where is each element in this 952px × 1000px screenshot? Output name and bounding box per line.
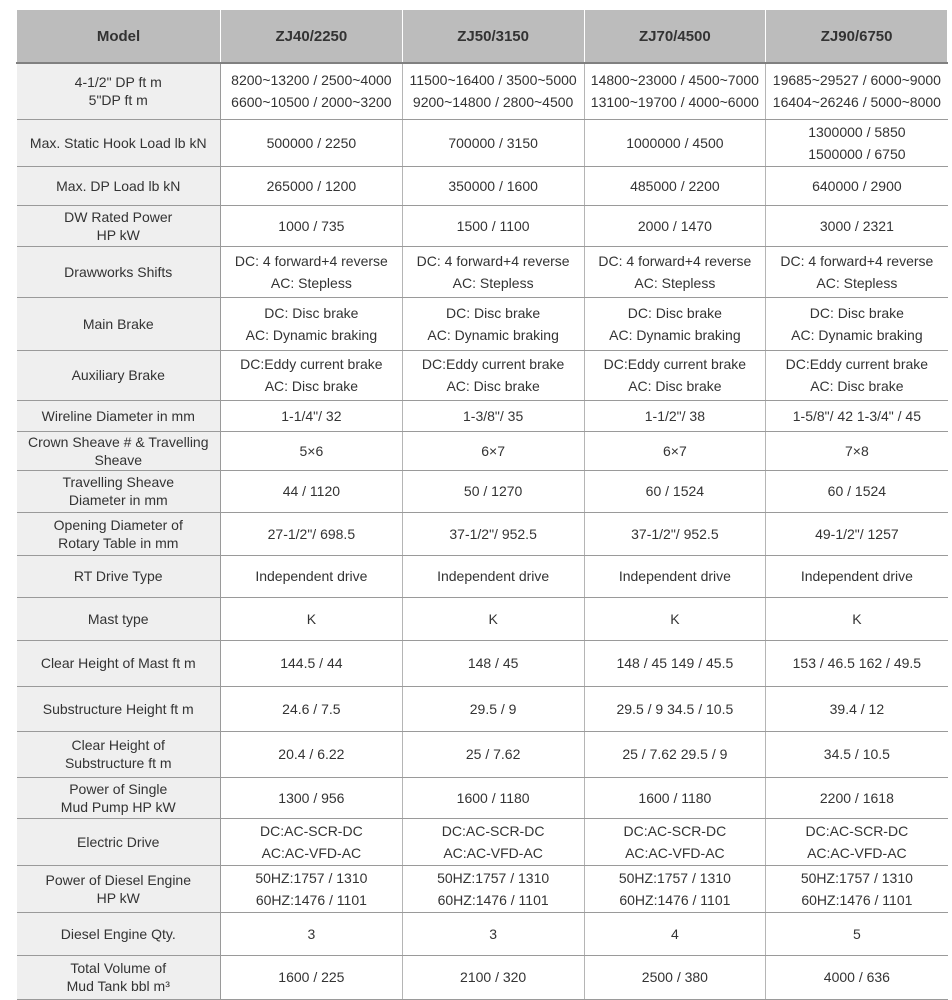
cell-mud-tank-volume-1	[221, 955, 403, 999]
cell-main-brake-2	[402, 297, 584, 350]
cell-line: 1-1/4"/ 32	[281, 407, 342, 424]
cell-line: 640000 / 2900	[812, 177, 902, 194]
cell-diesel-engine-qty-3	[584, 912, 766, 955]
cell-line: 8200~13200 / 2500~4000	[231, 72, 392, 89]
label-line: Main Brake	[82, 315, 154, 332]
cell-line: 50HZ:1757 / 1310	[618, 869, 731, 886]
cell-line: 60 / 1524	[645, 483, 705, 499]
cell-line: 39.4 / 12	[829, 700, 885, 717]
cell-line: 1-3/8"/ 35	[463, 407, 524, 424]
cell-line: 2100 / 320	[460, 969, 527, 985]
row-substructure-height	[17, 686, 948, 731]
cell-line: 60HZ:1476 / 1101	[437, 891, 549, 908]
cell-line: DC: 4 forward+4 reverse	[780, 252, 934, 269]
cell-dw-rated-power-2	[402, 205, 584, 246]
cell-dw-rated-power-1	[221, 205, 403, 246]
cell-line: K	[852, 610, 862, 627]
label-line: Auxiliary Brake	[71, 367, 165, 383]
cell-rotary-table-opening-1	[221, 512, 403, 555]
cell-rt-drive-type-4	[766, 555, 948, 597]
cell-line: Independent drive	[800, 568, 913, 584]
label-line: Clear Height of Mast ft m	[40, 655, 196, 671]
row-travelling-sheave-diameter	[17, 470, 948, 512]
label-wireline-diameter	[17, 400, 221, 431]
cell-line: AC: Stepless	[634, 274, 716, 291]
cell-line: 2000 / 1470	[637, 217, 712, 234]
cell-clear-height-mast-4	[766, 640, 948, 686]
cell-line: 5×6	[299, 442, 324, 459]
row-max-static-hook-load	[17, 119, 948, 166]
row-rotary-table-opening	[17, 512, 948, 555]
cell-travelling-sheave-diameter-3	[584, 470, 766, 512]
label-line: Clear Height of	[71, 737, 165, 753]
cell-diesel-engine-qty-1	[221, 912, 403, 955]
row-dw-rated-power	[17, 205, 948, 246]
cell-line: DC:Eddy current brake	[421, 356, 565, 372]
cell-wireline-diameter-4	[766, 400, 948, 431]
cell-line: 148 / 45	[467, 655, 519, 671]
cell-drawworks-shifts-3	[584, 246, 766, 297]
cell-line: 5	[852, 925, 861, 942]
cell-wireline-diameter-3	[584, 400, 766, 431]
cell-line: 2500 / 380	[641, 969, 708, 985]
cell-diesel-engine-power-2	[402, 865, 584, 912]
cell-line: AC:AC-VFD-AC	[807, 844, 907, 861]
cell-line: 49-1/2"/ 1257	[815, 525, 899, 542]
cell-line: 34.5 / 10.5	[823, 746, 890, 762]
row-mud-pump-power	[17, 777, 948, 818]
cell-line: DC:AC-SCR-DC	[260, 822, 363, 839]
header-row	[17, 10, 948, 63]
cell-line: 60HZ:1476 / 1101	[255, 891, 367, 908]
cell-line: 1500 / 1100	[456, 217, 530, 234]
cell-line: DC:AC-SCR-DC	[623, 822, 727, 839]
cell-dp-range-2	[402, 63, 584, 119]
label-line: Max. DP Load lb kN	[56, 177, 181, 194]
cell-rotary-table-opening-2	[402, 512, 584, 555]
cell-line: 25 / 7.62	[465, 746, 521, 762]
cell-line: 60HZ:1476 / 1101	[619, 891, 731, 908]
cell-line: 9200~14800 / 2800~4500	[412, 94, 574, 111]
cell-line: Independent drive	[437, 568, 550, 584]
row-diesel-engine-power	[17, 865, 948, 912]
cell-dp-range-1	[221, 63, 403, 119]
cell-line: 25 / 7.62 29.5 / 9	[622, 746, 728, 762]
cell-line: 350000 / 1600	[448, 177, 538, 194]
row-mud-tank-volume	[17, 955, 948, 999]
cell-crown-sheave-4	[766, 431, 948, 470]
cell-max-dp-load-3	[584, 166, 766, 205]
label-line: Opening Diameter of	[53, 516, 183, 533]
cell-auxiliary-brake-2	[402, 350, 584, 400]
cell-line: 1300000 / 5850	[808, 123, 906, 140]
cell-dw-rated-power-4	[766, 205, 948, 246]
header-model-3: ZJ70/4500	[584, 10, 766, 63]
cell-line: 1600 / 1180	[638, 789, 712, 806]
cell-line: DC:AC-SCR-DC	[441, 822, 545, 839]
cell-clear-height-substructure-3	[584, 731, 766, 777]
label-line: Substructure Height ft m	[42, 700, 194, 717]
cell-line: DC: 4 forward+4 reverse	[416, 252, 570, 269]
cell-substructure-height-2	[402, 686, 584, 731]
cell-substructure-height-3	[584, 686, 766, 731]
label-main-brake	[17, 297, 221, 350]
cell-line: 24.6 / 7.5	[282, 700, 341, 717]
cell-line: K	[306, 610, 317, 627]
cell-line: 20.4 / 6.22	[278, 746, 345, 762]
cell-line: 148 / 45 149 / 45.5	[616, 655, 734, 671]
label-line: HP kW	[96, 226, 140, 243]
label-mud-pump-power	[17, 777, 221, 818]
cell-line: AC: Disc brake	[264, 378, 359, 394]
cell-line: 1600 / 225	[278, 969, 345, 985]
cell-clear-height-mast-1	[221, 640, 403, 686]
cell-line: AC:AC-VFD-AC	[625, 844, 725, 861]
cell-line: DC:AC-SCR-DC	[805, 822, 909, 839]
cell-line: AC: Dynamic braking	[427, 326, 559, 343]
cell-travelling-sheave-diameter-2	[402, 470, 584, 512]
cell-line: 144.5 / 44	[280, 655, 343, 671]
cell-line: 1600 / 1180	[456, 789, 530, 806]
drilling-rig-spec-table	[16, 10, 948, 1000]
label-line: Crown Sheave # & Travelling	[27, 433, 209, 450]
cell-line: 14800~23000 / 4500~7000	[590, 72, 759, 89]
cell-line: 1500000 / 6750	[808, 145, 906, 162]
cell-line: DC:Eddy current brake	[785, 356, 929, 372]
cell-rotary-table-opening-4	[766, 512, 948, 555]
cell-line: 153 / 46.5 162 / 49.5	[792, 655, 922, 671]
label-auxiliary-brake	[17, 350, 221, 400]
cell-rotary-table-opening-3	[584, 512, 766, 555]
cell-max-dp-load-1	[221, 166, 403, 205]
cell-mast-type-3	[584, 597, 766, 640]
cell-substructure-height-1	[221, 686, 403, 731]
cell-max-static-hook-load-2	[402, 119, 584, 166]
label-max-static-hook-load	[17, 119, 221, 166]
cell-mast-type-4	[766, 597, 948, 640]
cell-travelling-sheave-diameter-4	[766, 470, 948, 512]
label-line: Power of Single	[69, 780, 168, 797]
cell-rt-drive-type-2	[402, 555, 584, 597]
cell-diesel-engine-power-3	[584, 865, 766, 912]
cell-line: AC: Stepless	[452, 274, 534, 291]
label-line: Mud Pump HP kW	[60, 798, 176, 815]
cell-travelling-sheave-diameter-1	[221, 470, 403, 512]
label-diesel-engine-qty	[17, 912, 221, 955]
cell-line: Independent drive	[618, 568, 731, 584]
cell-line: DC: Disc brake	[809, 304, 904, 321]
cell-dp-range-4	[766, 63, 948, 119]
cell-line: Independent drive	[255, 568, 368, 584]
cell-crown-sheave-3	[584, 431, 766, 470]
cell-line: AC:AC-VFD-AC	[261, 844, 362, 861]
row-clear-height-substructure	[17, 731, 948, 777]
label-diesel-engine-power	[17, 865, 221, 912]
cell-line: AC: Disc brake	[810, 378, 904, 394]
label-line: 4-1/2" DP ft m	[74, 74, 162, 91]
cell-line: 60HZ:1476 / 1101	[801, 891, 913, 908]
cell-line: 500000 / 2250	[266, 134, 357, 151]
label-mud-tank-volume	[17, 955, 221, 999]
spec-body	[17, 63, 948, 999]
header-model-4: ZJ90/6750	[766, 10, 948, 63]
cell-clear-height-substructure-4	[766, 731, 948, 777]
label-travelling-sheave-diameter	[17, 470, 221, 512]
label-substructure-height	[17, 686, 221, 731]
cell-electric-drive-4	[766, 818, 948, 865]
cell-max-dp-load-4	[766, 166, 948, 205]
cell-line: 3	[489, 925, 498, 942]
cell-line: 13100~19700 / 4000~6000	[590, 94, 759, 111]
cell-mud-pump-power-4	[766, 777, 948, 818]
cell-max-static-hook-load-3	[584, 119, 766, 166]
cell-diesel-engine-qty-2	[402, 912, 584, 955]
row-main-brake	[17, 297, 948, 350]
cell-line: 50HZ:1757 / 1310	[800, 869, 913, 886]
cell-line: 1000 / 735	[278, 217, 345, 234]
cell-mud-tank-volume-3	[584, 955, 766, 999]
cell-line: 2200 / 1618	[819, 789, 894, 806]
label-line: Drawworks Shifts	[64, 263, 173, 280]
cell-line: DC:Eddy current brake	[603, 356, 747, 372]
cell-drawworks-shifts-4	[766, 246, 948, 297]
cell-line: AC: Disc brake	[446, 378, 540, 394]
label-line: DW Rated Power	[64, 208, 173, 225]
cell-main-brake-4	[766, 297, 948, 350]
cell-substructure-height-4	[766, 686, 948, 731]
label-line: Power of Diesel Engine	[45, 871, 192, 888]
cell-line: 6×7	[481, 442, 505, 459]
label-line: Total Volume of	[70, 960, 167, 976]
cell-mud-pump-power-1	[221, 777, 403, 818]
cell-wireline-diameter-2	[402, 400, 584, 431]
label-line: Sheave	[94, 451, 142, 468]
cell-line: AC: Disc brake	[628, 378, 722, 394]
cell-auxiliary-brake-3	[584, 350, 766, 400]
cell-line: 1300 / 956	[278, 789, 345, 806]
label-line: Mud Tank bbl m³	[66, 978, 170, 994]
row-diesel-engine-qty	[17, 912, 948, 955]
cell-line: AC: Dynamic braking	[245, 326, 378, 343]
cell-crown-sheave-1	[221, 431, 403, 470]
cell-clear-height-substructure-2	[402, 731, 584, 777]
cell-mud-tank-volume-2	[402, 955, 584, 999]
label-line: Travelling Sheave	[62, 474, 175, 490]
cell-line: 19685~29527 / 6000~9000	[772, 72, 941, 89]
label-line: Electric Drive	[77, 833, 160, 850]
row-dp-range	[17, 63, 948, 119]
label-clear-height-mast	[17, 640, 221, 686]
label-line: Mast type	[87, 610, 149, 627]
cell-electric-drive-1	[221, 818, 403, 865]
cell-line: DC: 4 forward+4 reverse	[234, 252, 388, 269]
cell-wireline-diameter-1	[221, 400, 403, 431]
label-crown-sheave	[17, 431, 221, 470]
label-clear-height-substructure	[17, 731, 221, 777]
cell-line: DC: Disc brake	[264, 304, 359, 321]
cell-line: 6×7	[663, 442, 687, 459]
cell-line: 11500~16400 / 3500~5000	[409, 72, 577, 89]
cell-line: K	[488, 610, 498, 627]
cell-clear-height-mast-3	[584, 640, 766, 686]
cell-line: AC: Dynamic braking	[791, 326, 923, 343]
cell-auxiliary-brake-4	[766, 350, 948, 400]
cell-line: 4000 / 636	[823, 969, 890, 985]
label-line: Substructure ft m	[64, 755, 172, 771]
label-mast-type	[17, 597, 221, 640]
label-rotary-table-opening	[17, 512, 221, 555]
cell-electric-drive-2	[402, 818, 584, 865]
cell-diesel-engine-qty-4	[766, 912, 948, 955]
cell-line: DC:Eddy current brake	[240, 356, 383, 372]
cell-line: 3000 / 2321	[819, 217, 894, 234]
label-rt-drive-type	[17, 555, 221, 597]
label-line: Wireline Diameter in mm	[41, 407, 195, 424]
cell-line: AC:AC-VFD-AC	[443, 844, 543, 861]
cell-line: 3	[307, 925, 316, 942]
label-dp-range	[17, 63, 221, 119]
row-mast-type	[17, 597, 948, 640]
cell-line: 37-1/2"/ 952.5	[449, 525, 537, 542]
cell-line: DC: Disc brake	[627, 304, 722, 321]
label-max-dp-load	[17, 166, 221, 205]
cell-max-static-hook-load-1	[221, 119, 403, 166]
label-line: Rotary Table in mm	[58, 534, 179, 551]
cell-line: 50HZ:1757 / 1310	[437, 869, 550, 886]
label-line: Diesel Engine Qty.	[60, 925, 176, 942]
label-electric-drive	[17, 818, 221, 865]
cell-drawworks-shifts-1	[221, 246, 403, 297]
cell-dw-rated-power-3	[584, 205, 766, 246]
cell-line: DC: 4 forward+4 reverse	[598, 252, 752, 269]
cell-max-dp-load-2	[402, 166, 584, 205]
cell-mud-pump-power-2	[402, 777, 584, 818]
cell-line: 7×8	[845, 442, 869, 459]
label-dw-rated-power	[17, 205, 221, 246]
cell-rt-drive-type-1	[221, 555, 403, 597]
label-line: Max. Static Hook Load lb kN	[29, 134, 207, 151]
header-model-1: ZJ40/2250	[221, 10, 403, 63]
cell-line: 50HZ:1757 / 1310	[255, 869, 368, 886]
cell-mast-type-1	[221, 597, 403, 640]
row-auxiliary-brake	[17, 350, 948, 400]
cell-rt-drive-type-3	[584, 555, 766, 597]
cell-line: 485000 / 2200	[630, 177, 720, 194]
cell-line: 60 / 1524	[827, 483, 887, 499]
cell-line: 29.5 / 9 34.5 / 10.5	[616, 700, 734, 717]
label-line: 5"DP ft m	[88, 92, 148, 109]
cell-line: 29.5 / 9	[469, 700, 517, 717]
cell-mast-type-2	[402, 597, 584, 640]
label-line: Diameter in mm	[68, 492, 168, 508]
cell-line: 1-1/2"/ 38	[644, 407, 705, 424]
header-model-2: ZJ50/3150	[402, 10, 584, 63]
row-clear-height-mast	[17, 640, 948, 686]
row-rt-drive-type	[17, 555, 948, 597]
cell-line: 4	[670, 925, 679, 942]
cell-auxiliary-brake-1	[221, 350, 403, 400]
cell-line: 16404~26246 / 5000~8000	[772, 94, 941, 111]
cell-max-static-hook-load-4	[766, 119, 948, 166]
cell-line: 1000000 / 4500	[626, 134, 724, 151]
cell-mud-tank-volume-4	[766, 955, 948, 999]
cell-diesel-engine-power-1	[221, 865, 403, 912]
cell-line: 37-1/2"/ 952.5	[631, 525, 719, 542]
row-wireline-diameter	[17, 400, 948, 431]
cell-line: DC: Disc brake	[446, 304, 541, 321]
cell-line: 265000 / 1200	[266, 177, 357, 194]
row-max-dp-load	[17, 166, 948, 205]
label-line: HP kW	[96, 889, 140, 906]
cell-main-brake-3	[584, 297, 766, 350]
cell-line: 27-1/2"/ 698.5	[267, 525, 356, 542]
cell-line: 6600~10500 / 2000~3200	[231, 94, 392, 111]
header-model: Model	[17, 10, 221, 63]
row-crown-sheave	[17, 431, 948, 470]
label-drawworks-shifts	[17, 246, 221, 297]
cell-line: AC: Stepless	[270, 274, 352, 291]
cell-clear-height-mast-2	[402, 640, 584, 686]
cell-dp-range-3	[584, 63, 766, 119]
cell-line: 44 / 1120	[282, 483, 341, 499]
cell-line: AC: Stepless	[816, 274, 898, 291]
cell-drawworks-shifts-2	[402, 246, 584, 297]
cell-diesel-engine-power-4	[766, 865, 948, 912]
cell-crown-sheave-2	[402, 431, 584, 470]
cell-line: AC: Dynamic braking	[609, 326, 741, 343]
cell-line: 700000 / 3150	[448, 134, 538, 151]
row-electric-drive	[17, 818, 948, 865]
cell-mud-pump-power-3	[584, 777, 766, 818]
cell-line: 50 / 1270	[463, 483, 523, 499]
row-drawworks-shifts	[17, 246, 948, 297]
cell-main-brake-1	[221, 297, 403, 350]
label-line: RT Drive Type	[73, 568, 163, 584]
cell-electric-drive-3	[584, 818, 766, 865]
cell-clear-height-substructure-1	[221, 731, 403, 777]
cell-line: 1-5/8"/ 42 1-3/4" / 45	[792, 407, 921, 424]
cell-line: K	[670, 610, 680, 627]
